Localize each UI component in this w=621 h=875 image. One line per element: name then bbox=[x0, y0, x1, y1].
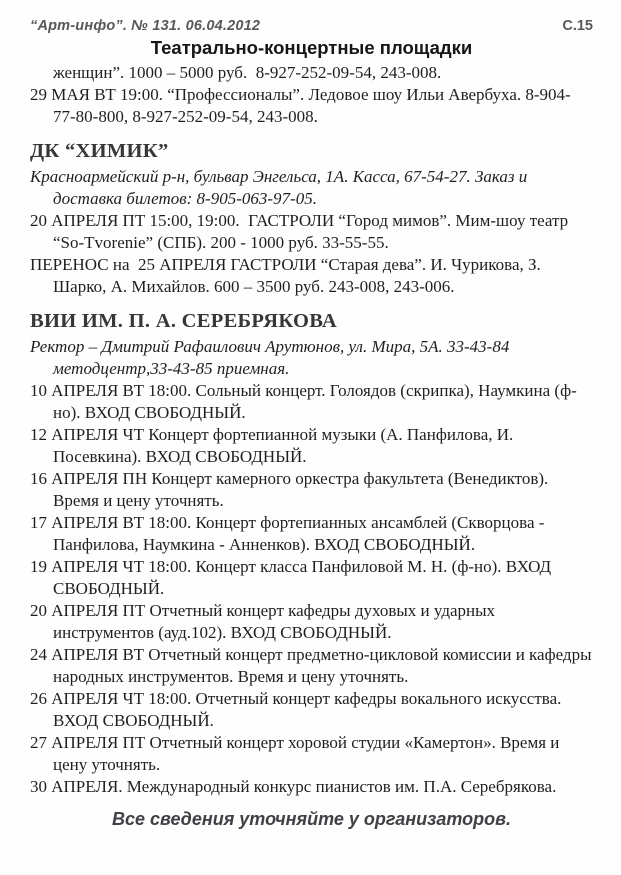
venue-address: Ректор – Дмитрий Рафаилович Арутюнов, ул. Мира, 5А. 33-43-84 методцентр,33-43-85 приемная. bbox=[30, 337, 514, 378]
venue-heading: ВИИ ИМ. П. А. СЕРЕБРЯКОВА bbox=[30, 310, 338, 332]
event-entry: 26 АПРЕЛЯ ЧТ 18:00. Отчетный концерт кафедры вокального искусства. ВХОД СВОБОДНЫЙ. bbox=[30, 689, 566, 730]
event-entry: 29 МАЯ ВТ 19:00. “Профессионалы”. Ледовое шоу Ильи Авербуха. 8-904-77-80-800, 8-927-252-09-54, 243-008. bbox=[30, 85, 571, 126]
page-number: С.15 bbox=[562, 18, 593, 34]
page-title: Театрально-концертные площадки bbox=[150, 37, 473, 58]
event-entry: 20 АПРЕЛЯ ПТ Отчетный концерт кафедры духовых и ударных инструментов (ауд.102). ВХОД СВОБОДНЫЙ. bbox=[30, 601, 500, 642]
event-entry: 12 АПРЕЛЯ ЧТ Концерт фортепианной музыки (А. Панфилова, И. Посевкина). ВХОД СВОБОДНЫЙ. bbox=[30, 425, 518, 466]
event-entry: 19 АПРЕЛЯ ЧТ 18:00. Концерт класса Панфиловой М. Н. (ф-но). ВХОД СВОБОДНЫЙ. bbox=[30, 557, 556, 598]
event-entry: 27 АПРЕЛЯ ПТ Отчетный концерт хоровой студии «Камертон». Время и цену уточнять. bbox=[30, 733, 564, 774]
issue-info: “Арт-инфо”. № 131. 06.04.2012 bbox=[30, 18, 261, 34]
footer-note: Все сведения уточняйте у организаторов. bbox=[112, 809, 511, 829]
event-entry: женщин”. 1000 – 5000 руб. 8-927-252-09-54, 243-008. bbox=[53, 63, 442, 82]
page-header bbox=[30, 18, 593, 35]
venue-address: Красноармейский р-н, бульвар Энгельса, 1А. Касса, 67-54-27. Заказ и доставка билетов: 8-905-063-97-05. bbox=[30, 167, 532, 208]
event-entry: ПЕРЕНОС на 25 АПРЕЛЯ ГАСТРОЛИ “Старая дева”. И. Чурикова, З. Шарко, А. Михайлов. 600 – 3500 руб. 243-008, 243-006. bbox=[30, 255, 546, 296]
event-entry: 17 АПРЕЛЯ ВТ 18:00. Концерт фортепианных ансамблей (Скворцова - Панфилова, Наумкина - Анненков). ВХОД СВОБОДНЫЙ. bbox=[30, 513, 549, 554]
event-entry: 16 АПРЕЛЯ ПН Концерт камерного оркестра факультета (Венедиктов). Время и цену уточнять. bbox=[30, 469, 553, 510]
venue-heading: ДК “ХИМИК” bbox=[30, 140, 169, 162]
venue-section-serebryakova bbox=[30, 309, 596, 798]
event-entry: 30 АПРЕЛЯ. Международный конкурс пианистов им. П.А. Серебрякова. bbox=[30, 777, 557, 796]
intro-block bbox=[30, 62, 593, 128]
venue-section-himik bbox=[30, 139, 593, 298]
event-entry: 20 АПРЕЛЯ ПТ 15:00, 19:00. ГАСТРОЛИ “Город мимов”. Мим-шоу театр “So-Tvorenie” (СПБ). 200 - 1000 руб. 33-55-55. bbox=[30, 211, 573, 252]
event-entry: 24 АПРЕЛЯ ВТ Отчетный концерт предметно-цикловой комиссии и кафедры народных инструментов. Время и цену уточнять. bbox=[30, 645, 596, 686]
event-entry: 10 АПРЕЛЯ ВТ 18:00. Сольный концерт. Голоядов (скрипка), Наумкина (ф-но). ВХОД СВОБОДНЫЙ. bbox=[30, 381, 577, 422]
